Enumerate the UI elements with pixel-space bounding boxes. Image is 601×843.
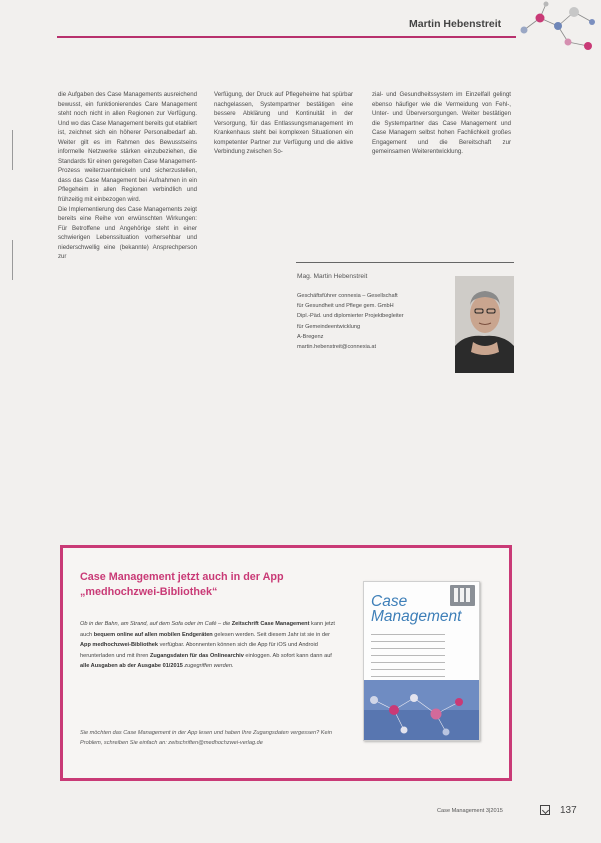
ad-text-run: Ob in der Bahn, am Strand, auf dem Sofa oder im Café – die [80, 621, 232, 627]
ad-title [80, 570, 360, 600]
paragraph: die Aufgaben des Case Managements ausreichend bewusst, ein funktionierendes Care Management steht noch nicht in allen Regionen zur Verfügung. Und wo das Case Management bereits gut etabliert ist, zeichnet sich ein höherer Personalbedarf ab. Weiter gilt es im Rahmen des Bewusstseins informelle Netzwerke stärken einzubeziehen, die Standards für einen geregelten Case Management-Prozess weiterzuentwickeln und sicherzustellen, dass das Case Management bei Aufnahmen in ein Pflegeheim in allen Regionen verbindlich und frühzeitig mit einbezogen wird. [58, 91, 197, 204]
header-rule [57, 36, 516, 38]
ad-text-run: Zugangsdaten für das Onlinearchiv [149, 652, 244, 659]
article-column-2 [214, 90, 353, 157]
margin-mark [12, 130, 13, 170]
author-email: martin.hebenstreit@connexia.at [297, 344, 377, 351]
ad-text-run: App medhochzwei-Bibliothek [80, 642, 159, 649]
molecule-decoration-icon [510, 0, 601, 56]
running-header-author: Martin Hebenstreit [409, 18, 502, 30]
cover-title [371, 594, 461, 624]
ad-text-run: gelesen werden. Seit diesem Jahr ist sie in der [212, 631, 330, 638]
margin-mark [12, 240, 13, 280]
ad-text-run: kann jetzt auch [80, 621, 335, 638]
article-column-3 [372, 90, 511, 157]
page-number: 137 [560, 805, 577, 816]
author-name: Mag. Martin Hebenstreit [297, 273, 368, 280]
paragraph: zial- und Gesundheitssystem im Einzelfall gelingt ebenso häufiger wie die Vermeidung von Fehl-, Unter- und Überversorgungen. Weiter bestätigen die Systempartner das Case Management und Case Managern selbst hohen Fachlichkeit großes Engagement und die Bereitschaft zur gemeinsamen Weiterentwicklung. [372, 91, 511, 156]
article-column-1 [58, 90, 197, 262]
cover-title-line: Case [371, 593, 408, 610]
ad-contact-note: Sie möchten das Case Management in der App lesen und haben Ihre Zugangsdaten vergessen? Kein Problem, schreiben Sie einfach an: zeitschriften@medhochzwei-verlag.de [80, 730, 332, 747]
paragraph: Die Implementierung des Case Managements zeigt bereits eine Reihe von erwünschten Wirkungen: Für Betroffene und Angehörige steht in einer schwierigen Lebenssituation vorhersehbar und niederschwellig eine (bekannte) Ansprechperson zur [58, 205, 197, 261]
bio-line: für Gesundheit und Pflege gem. GmbH [297, 303, 394, 310]
ad-text-run: einloggen. Ab sofort kann dann auf [243, 652, 332, 659]
app-advertisement [60, 545, 512, 781]
bio-line: A-Bregenz [297, 333, 324, 340]
author-rule [296, 262, 514, 263]
paragraph: Verfügung, der Druck auf Pflegeheime hat spürbar nachgelassen, Systempartner bestätigen eine bessere Abklärung und Kontinuität in der Versorgung, für das Entlassungsmanagement im Krankenhaus steht bei komplexen Situationen ein kompetenter Partner zur Verfügung und die aktive Verbindung zwischen So- [214, 91, 353, 156]
ad-text-run: bequem online auf allen mobilen Endgeräten [93, 631, 213, 638]
author-bio [297, 291, 447, 352]
ad-text-run: zugegriffen werden. [182, 663, 234, 670]
journal-logo-icon [540, 805, 550, 815]
author-photo [455, 276, 514, 373]
cover-title-line: Management [371, 608, 462, 625]
footer-journal: Case Management 3|2015 [437, 808, 503, 814]
ad-text-run: verfügbar. Abonnenten können sich die App für iOS und Android herunterladen und mit ihren [80, 642, 318, 659]
bio-line: Dipl.-Päd. und diplomierter Projektbegleiter [297, 313, 404, 320]
ad-text-run: Zeitschrift Case Management [231, 621, 310, 627]
ad-text-run: alle Ausgaben ab der Ausgabe 01/2015 [80, 663, 183, 670]
bio-line: für Gemeindeentwicklung [297, 323, 361, 330]
magazine-cover [363, 581, 480, 741]
ad-body [80, 619, 342, 672]
bio-line: Geschäftsführer connexia – Gesellschaft [297, 293, 398, 299]
ad-title-line: „medhochzwei-Bibliothek“ [80, 586, 218, 598]
cover-molecule-icon [364, 680, 479, 740]
ad-title-line: Case Management jetzt auch in der App [80, 571, 284, 583]
